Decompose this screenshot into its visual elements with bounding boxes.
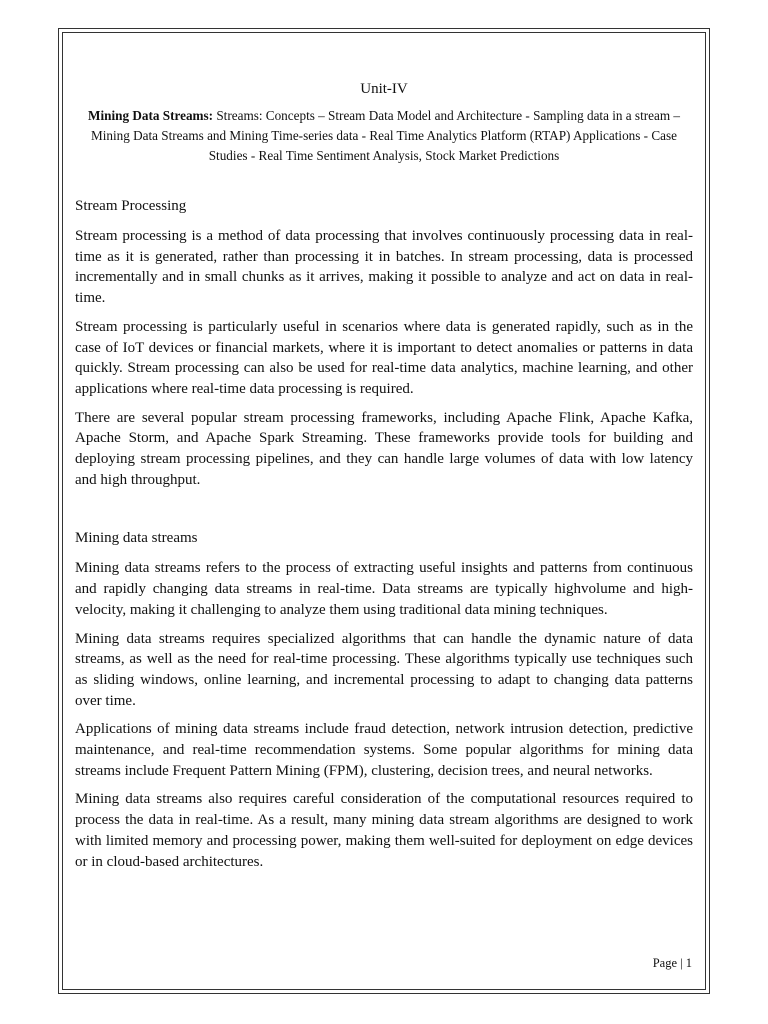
section-mining-data-streams [75, 528, 693, 872]
paragraph: Mining data streams also requires careful consideration of the computational resources required to process the data in real-time. As a result, many mining data stream algorithms are designed to work with limited memory and processing power, making them well-suited for deployment on edge devices or in cloud-based architectures. [75, 791, 693, 870]
paragraph: There are several popular stream processing frameworks, including Apache Flink, Apache Kafka, Apache Storm, and Apache Spark Streaming. These frameworks provide tools for building and deploying stream processing pipelines, and they can handle large volumes of data with low latency and high throughput. [75, 409, 693, 488]
document-body [75, 80, 693, 872]
syllabus-label: Mining Data Streams: [88, 108, 214, 123]
paragraph: Stream processing is a method of data processing that involves continuously processing data in real-time as it is generated, rather than processing it in batches. In stream processing, data is processed incrementally and in small chunks as it arrives, making it possible to analyze and act on data in real-time. [75, 228, 693, 307]
paragraph: Stream processing is particularly useful in scenarios where data is generated rapidly, such as in the case of IoT devices or financial markets, where it is important to detect anomalies or patterns in data quickly. Stream processing can also be used for real-time data analytics, machine learning, and other applications where real-time data processing is required. [75, 318, 693, 397]
syllabus-text: Streams: Concepts – Stream Data Model and Architecture - Sampling data in a stream – Mining Data Streams and Mining Time-series data - Real Time Analytics Platform (RTAP) Applications - Case Studies - Real Time Sentiment Analysis, Stock Market Predictions [90, 108, 680, 163]
paragraph: Mining data streams refers to the process of extracting useful insights and patterns from continuous and rapidly changing data streams in real-time. Data streams are typically highvolume and high-velocity, making it challenging to analyze them using traditional data mining techniques. [75, 560, 693, 618]
section-stream-processing [75, 196, 693, 490]
section-heading: Mining data streams [75, 530, 198, 547]
paragraph: Applications of mining data streams include fraud detection, network intrusion detection, predictive maintenance, and real-time recommendation systems. Some popular algorithms for mining data streams include Frequent Pattern Mining (FPM), clustering, decision trees, and neural networks. [75, 721, 693, 779]
paragraph: Mining data streams requires specialized algorithms that can handle the dynamic nature of data streams, as well as the need for real-time processing. These algorithms typically use techniques such as sliding windows, online learning, and incremental processing to adapt to changing data patterns over time. [75, 630, 693, 709]
syllabus [75, 106, 693, 166]
page-number: Page | 1 [652, 956, 692, 970]
unit-title: Unit-IV [360, 81, 408, 97]
section-heading: Stream Processing [75, 198, 187, 214]
